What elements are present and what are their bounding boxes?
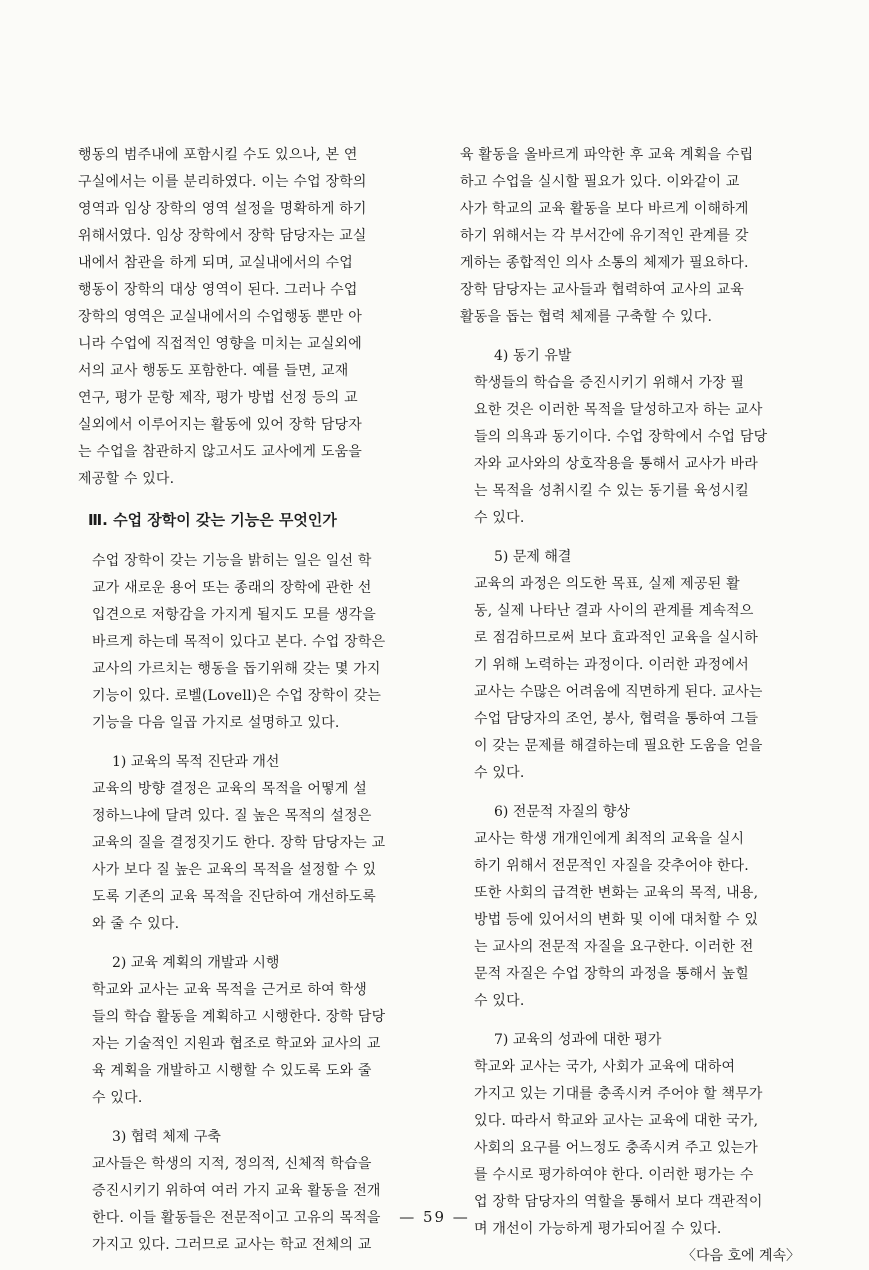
text-line: 육 계획을 개발하고 시행할 수 있도록 도와 줄	[92, 1063, 372, 1079]
text-line: 를 수시로 평가하여야 한다. 이러한 평가는 수	[474, 1167, 754, 1183]
text-line: 하고 수업을 실시할 필요가 있다. 이와같이 교	[460, 174, 740, 190]
text-line: 교육의 과정은 의도한 목표, 실제 제공된 활	[474, 576, 740, 592]
text-line: 수업 담당자의 조언, 봉사, 협력을 통하여 그들	[474, 711, 759, 727]
text-line: 구실에서는 이를 분리하였다. 이는 수업 장학의	[78, 174, 367, 190]
text-line: 니라 수업에 직접적인 영향을 미치는 교실외에	[78, 336, 363, 352]
text-line: 방법 등에 있어서의 변화 및 이에 대처할 수 있	[474, 912, 759, 928]
text-line: 실외에서 이루어지는 활동에 있어 장학 담당자	[78, 417, 363, 433]
page-number: — 59 —	[399, 1208, 470, 1226]
right-paragraph-2	[460, 370, 816, 532]
text-line: 동, 실제 나타난 결과 사이의 관계를 계속적으	[474, 603, 754, 619]
text-line: 문적 자질은 수업 장학의 과정을 통해서 높힐	[474, 966, 749, 982]
subheading-6: 6) 전문적 자질의 향상	[494, 804, 630, 820]
text-line: 도록 기존의 교육 목적을 진단하여 개선하도록	[92, 889, 377, 905]
text-line: 수 있다.	[474, 510, 525, 526]
left-column	[78, 142, 434, 1259]
left-paragraph-5	[78, 1151, 434, 1259]
text-line: 입견으로 저항감을 가지게 될지도 모를 생각을	[92, 607, 377, 623]
text-line: 한다. 이들 활동들은 전문적이고 고유의 목적을	[92, 1210, 381, 1226]
text-line: 기능을 다음 일곱 가지로 설명하고 있다.	[92, 715, 340, 731]
text-line: 가지고 있는 기대를 충족시켜 주어야 할 책무가	[474, 1086, 763, 1102]
text-line: 요한 것은 이러한 목적을 달성하고자 하는 교사	[474, 402, 763, 418]
text-line: 는 목적을 성취시킬 수 있는 동기를 육성시킬	[474, 483, 749, 499]
text-line: 교사의 가르치는 행동을 돕기위해 갖는 몇 가지	[92, 661, 381, 677]
text-line: 장학의 영역은 교실내에서의 수업행동 뿐만 아	[78, 309, 363, 325]
text-line: 장학 담당자는 교사들과 협력하여 교사의 교육	[460, 282, 745, 298]
text-line: 연구, 평가 문항 제작, 평가 방법 선정 등의 교	[78, 390, 358, 406]
text-line: 와 줄 수 있다.	[92, 916, 180, 932]
right-column	[460, 142, 816, 1270]
text-line: 사가 학교의 교육 활동을 보다 바르게 이해하게	[460, 201, 749, 217]
text-line: 행동의 범주내에 포함시킬 수도 있으나, 본 연	[78, 147, 358, 163]
subheading-3: 3) 협력 체제 구축	[112, 1129, 221, 1145]
left-paragraph-2	[78, 548, 434, 737]
section-heading-3: Ⅲ. 수업 장학이 갖는 기능은 무엇인가	[88, 511, 337, 529]
text-line: 영역과 임상 장학의 영역 설정을 명확하게 하기	[78, 201, 367, 217]
text-line: 는 수업을 참관하지 않고서도 교사에게 도움을	[78, 444, 363, 460]
text-line: 수 있다.	[92, 1090, 143, 1106]
text-line: 이 갖는 문제를 해결하는데 필요한 도움을 얻을	[474, 738, 763, 754]
text-line: 있다. 따라서 학교와 교사는 교육에 대한 국가,	[474, 1113, 759, 1129]
text-line: 하기 위해서는 각 부서간에 유기적인 관계를 갖	[460, 228, 749, 244]
text-line: 활동을 돕는 협력 체제를 구축할 수 있다.	[460, 309, 713, 325]
text-line: 또한 사회의 급격한 변화는 교육의 목적, 내용,	[474, 885, 759, 901]
text-line: 정하느냐에 달려 있다. 질 높은 목적의 설정은	[92, 808, 372, 824]
text-line: 제공할 수 있다.	[78, 471, 175, 487]
text-line: 교육의 방향 결정은 교육의 목적을 어떻게 설	[92, 781, 367, 797]
text-line: 사회의 요구를 어느정도 충족시켜 주고 있는가	[474, 1140, 759, 1156]
text-line: 교사는 학생 개개인에게 최적의 교육을 실시	[474, 831, 745, 847]
text-line: 내에서 참관을 하게 되며, 교실내에서의 수업	[78, 255, 353, 271]
subheading-1: 1) 교육의 목적 진단과 개선	[112, 754, 280, 770]
text-line: 증진시키기 위하여 여러 가지 교육 활동을 전개	[92, 1183, 381, 1199]
text-line: 업 장학 담당자의 역할을 통해서 보다 객관적이	[474, 1194, 763, 1210]
text-line: 교사들은 학생의 지적, 정의적, 신체적 학습을	[92, 1156, 372, 1172]
left-paragraph-4	[78, 977, 434, 1112]
text-line: 육 활동을 올바르게 파악한 후 교육 계획을 수립	[460, 147, 754, 163]
text-line: 사가 보다 질 높은 교육의 목적을 설정할 수 있	[92, 862, 377, 878]
text-line: 위해서였다. 임상 장학에서 장학 담당자는 교실	[78, 228, 367, 244]
subheading-5: 5) 문제 해결	[494, 549, 572, 565]
text-line: 학교와 교사는 교육 목적을 근거로 하여 학생	[92, 982, 367, 998]
left-paragraph-1	[78, 142, 434, 493]
subheading-4: 4) 동기 유발	[494, 348, 572, 364]
text-line: 자는 기술적인 지원과 협조로 학교와 교사의 교	[92, 1036, 381, 1052]
subheading-2: 2) 교육 계획의 개발과 시행	[112, 955, 280, 971]
text-line: 학교와 교사는 국가, 사회가 교육에 대하여	[474, 1059, 736, 1075]
text-line: 행동이 장학의 대상 영역이 된다. 그러나 수업	[78, 282, 358, 298]
left-paragraph-3	[78, 776, 434, 938]
text-line: 바르게 하는데 목적이 있다고 본다. 수업 장학은	[92, 634, 386, 650]
right-paragraph-3	[460, 571, 816, 787]
text-line: 교육의 질을 결정짓기도 한다. 장학 담당자는 교	[92, 835, 386, 851]
right-paragraph-4	[460, 826, 816, 1015]
text-line: 들의 의욕과 동기이다. 수업 장학에서 수업 담당	[474, 429, 768, 445]
text-line: 수업 장학이 갖는 기능을 밝히는 일은 일선 학	[92, 553, 372, 569]
right-paragraph-1	[460, 142, 816, 331]
text-line: 서의 교사 행동도 포함한다. 예를 들면, 교재	[78, 363, 349, 379]
text-line: 하기 위해서 전문적인 자질을 갖추어야 한다.	[474, 858, 749, 874]
text-line: 수 있다.	[474, 993, 525, 1009]
continued-note: 〈다음 호에 계속〉	[681, 1248, 800, 1264]
text-line: 학생들의 학습을 증진시키기 위해서 가장 필	[474, 375, 745, 391]
text-line: 며 개선이 가능하게 평가되어질 수 있다.	[474, 1221, 722, 1237]
text-line: 게하는 종합적인 의사 소통의 체제가 필요하다.	[460, 255, 749, 271]
subheading-7: 7) 교육의 성과에 대한 평가	[494, 1032, 662, 1048]
text-line: 는 교사의 전문적 자질을 요구한다. 이러한 전	[474, 939, 754, 955]
text-line: 가지고 있다. 그러므로 교사는 학교 전체의 교	[92, 1237, 372, 1253]
text-line: 기능이 있다. 로벨(Lovell)은 수업 장학이 갖는	[92, 688, 382, 704]
text-line: 교가 새로운 용어 또는 종래의 장학에 관한 선	[92, 580, 372, 596]
text-line: 자와 교사와의 상호작용을 통해서 교사가 바라	[474, 456, 759, 472]
text-line: 교사는 수많은 어려움에 직면하게 된다. 교사는	[474, 684, 763, 700]
text-line: 수 있다.	[474, 765, 525, 781]
text-line: 들의 학습 활동을 계획하고 시행한다. 장학 담당	[92, 1009, 386, 1025]
text-line: 로 점검하므로써 보다 효과적인 교육을 실시하	[474, 630, 759, 646]
text-line: 기 위해 노력하는 과정이다. 이러한 과정에서	[474, 657, 749, 673]
